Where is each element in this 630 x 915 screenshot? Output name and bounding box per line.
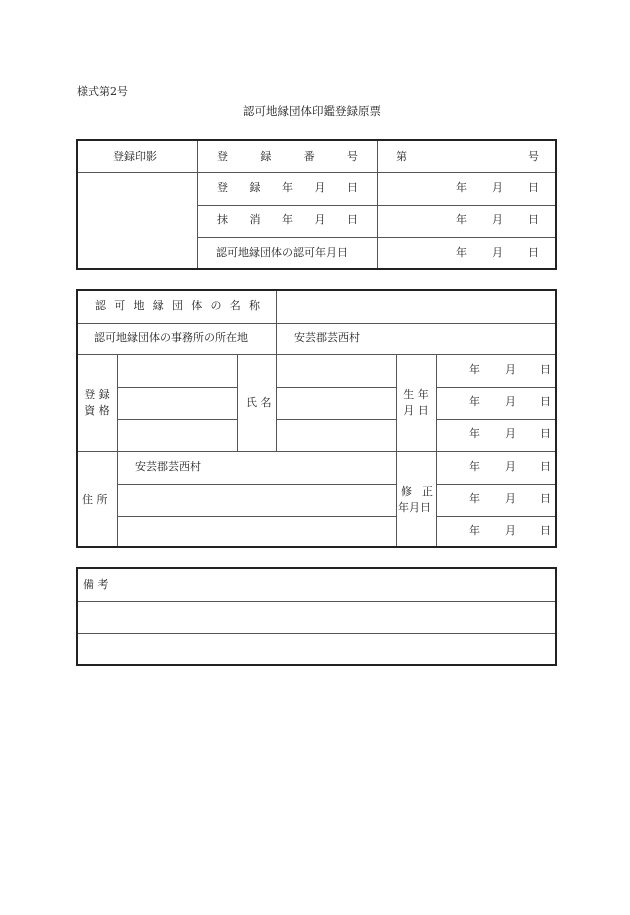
revision-date-field-2[interactable]: 年 月 日	[469, 492, 551, 505]
address-field-3[interactable]	[118, 517, 396, 545]
reg-date-field[interactable]: 年 月 日	[456, 181, 539, 194]
remarks-field-1[interactable]	[120, 570, 554, 598]
address-field-1[interactable]	[118, 453, 396, 481]
remarks-field-3[interactable]	[79, 634, 554, 662]
cancel-date-label: 抹 消 年 月 日	[217, 213, 358, 226]
qualification-label: 登 録 資 格	[84, 388, 110, 417]
office-address-value: 安芸郡芸西村	[294, 331, 360, 344]
reg-number-prefix: 第	[396, 150, 407, 163]
name-field-2[interactable]	[277, 388, 395, 416]
revision-date-field-3[interactable]: 年 月 日	[469, 524, 551, 537]
cancel-date-field[interactable]: 年 月 日	[456, 213, 539, 226]
birthdate-label: 生 年 月 日	[403, 388, 429, 417]
office-address-label: 認可地縁団体の事務所の所在地	[94, 331, 248, 344]
seal-impression-area[interactable]	[79, 173, 195, 267]
address-label: 住 所	[82, 493, 108, 506]
group-name-label: 認 可 地 縁 団 体 の 名 称	[95, 299, 260, 312]
reg-number-field[interactable]	[410, 147, 525, 165]
revision-date-label: 修 正 年月日	[398, 485, 433, 514]
birthdate-field-1[interactable]: 年 月 日	[469, 363, 551, 376]
name-field-1[interactable]	[277, 356, 395, 384]
birthdate-field-3[interactable]: 年 月 日	[469, 427, 551, 440]
name-label: 氏 名	[246, 396, 272, 409]
qualification-field-2[interactable]	[118, 388, 236, 416]
qualification-field-1[interactable]	[118, 356, 236, 384]
reg-number-suffix: 号	[528, 150, 539, 163]
remarks-label: 備 考	[83, 578, 109, 591]
form-title: 認可地縁団体印鑑登録原票	[243, 104, 381, 118]
address-value: 安芸郡芸西村	[135, 460, 201, 473]
group-name-field[interactable]	[277, 292, 554, 320]
office-address-field[interactable]	[277, 324, 554, 352]
qualification-field-3[interactable]	[118, 420, 236, 448]
reg-date-label: 登 録 年 月 日	[217, 181, 358, 194]
reg-number-label: 登 録 番 号	[217, 150, 358, 163]
birthdate-field-2[interactable]: 年 月 日	[469, 395, 551, 408]
seal-impression-label: 登録印影	[113, 150, 157, 163]
name-field-3[interactable]	[277, 420, 395, 448]
approval-date-field[interactable]: 年 月 日	[456, 246, 539, 259]
form-number: 様式第2号	[77, 85, 128, 98]
revision-date-field-1[interactable]: 年 月 日	[469, 460, 551, 473]
address-field-2[interactable]	[118, 485, 396, 513]
approval-date-label: 認可地縁団体の認可年月日	[216, 246, 348, 259]
remarks-field-2[interactable]	[79, 602, 554, 630]
